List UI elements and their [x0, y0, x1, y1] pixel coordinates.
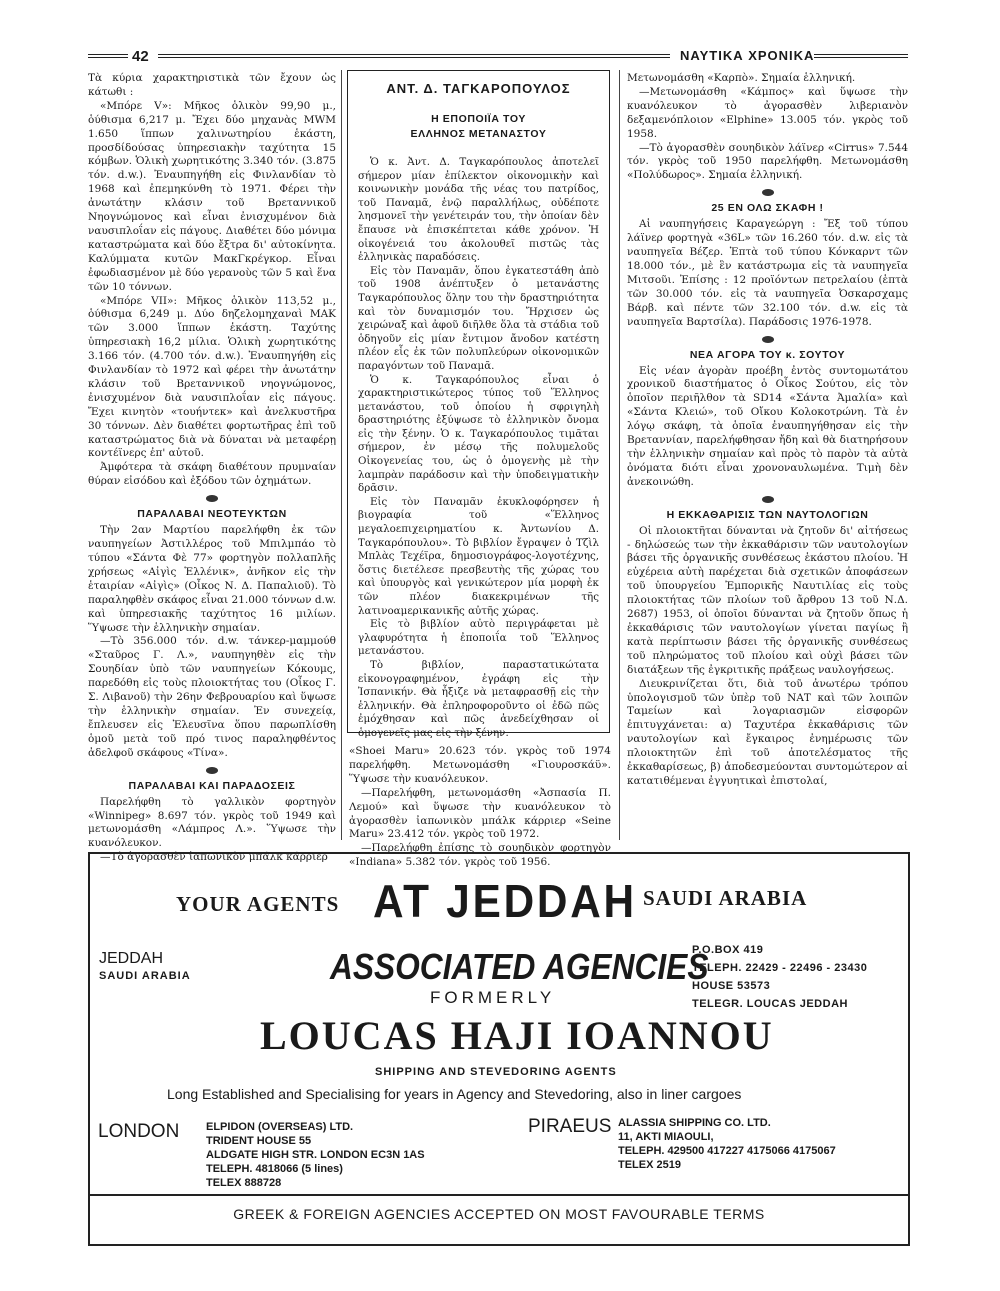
paragraph: Ὁ κ. Ἀντ. Δ. Ταγκαρόπουλος ἀποτελεῖ σήμερον μίαν ἐπίλεκτον οἰκονομικὴν καὶ κοινωνικὴν μονάδα τῆς νέας του πατρίδος, τοῦ Παναμᾶ, ἐνῷ παραλλήλως, οὐδέποτε λησμονεῖ τὴν γενέτειράν του, τὴν ὁποίαν δὲν ἔπαυσε νὰ ἐπισκέπτεται κάθε χρόνον. Ἡ οἰκογένειά του ἀκολουθεῖ πιστῶς τὰς ἑλληνικὰς παραδόσεις.: [358, 156, 599, 264]
ad-london-city: LONDON: [98, 1121, 180, 1142]
header-rule-left: [88, 54, 128, 58]
ad-services: SHIPPING AND STEVEDORING AGENTS: [375, 1066, 617, 1078]
section-heading: Η ΕΚΚΑΘΑΡΙΣΙΣ ΤΩΝ ΝΑΥΤΟΛΟΓΙΩΝ: [666, 508, 869, 521]
article-subtitle: [358, 112, 599, 142]
section-heading: ΝΕΑ ΑΓΟΡΑ ΤΟΥ κ. ΣΟΥΤΟΥ: [689, 348, 846, 361]
paragraph: Τὰ κύρια χαρακτηριστικὰ τῶν ἔχουν ὡς κάτωθι :: [88, 72, 336, 98]
paragraph: —Τὸ 356.000 τόν. d.w. τάνκερ-μαμμούθ «Σταῦρος Γ. Λ.», ναυπηγηθὲν εἰς τὴν Σουηδίαν ὑπὸ τῶν ναυπηγείων Κόκουμς, παρεδόθη εἰς τοὺς πλοιοκτήτας του (Οἶκος Γ. Σ. Λιβανοῦ) τὴν 26ην Φεβρουαρίου καὶ ὕψωσε τὴν ἑλληνικὴν σημαίαν. Ἐν συνεχείᾳ, ἔπλευσεν εἰς Ἐλευσῖνα ὅπου παρωπλίσθη ὁμοῦ μετὰ τοῦ πρό τινος παραληφθέντος ἀδελφοῦ σκάφους «Τίνα».: [88, 635, 336, 759]
ad-address-line: ALASSIA SHIPPING CO. LTD.: [618, 1117, 771, 1129]
paragraph: Εἰς τὸν Παναμᾶν, ὅπου ἐγκατεστάθη ἀπὸ τοῦ 1908 ἀνέπτυξεν ὁ μετανάστης Ταγκαρόπουλος ὅλην του τὴν δραστηριότητα καὶ τὸν δυναμισμόν του. Ἤρχισεν ὡς χειρώναξ καὶ ἀφοῦ διῆλθε ὅλα τὰ στάδια τοῦ ὁδηγοῦν εἰς μίαν ἔντιμον ἄνοδον κατέστη πλέον εἷς ἐκ τῶν πολυπλεύρων οἰκονομικῶν παραγόντων τοῦ Παναμᾶ.: [358, 264, 599, 372]
paragraph: Διευκρινίζεται ὅτι, διὰ τοῦ ἀνωτέρω τρόπου ὑπολογισμοῦ τῶν ὑπὲρ τοῦ ΝΑΤ καὶ τῶν λοιπῶν Ταμείων καὶ λογαριασμῶν εἰσφορῶν ἐπιτυγχάνεται: α) Ταχυτέρα ἐκκαθάρισις τῶν ναυτολογίων καὶ ἔγκαιρος ἐνημέρωσις τῶν πλοιοκτητῶν ἐπὶ τοῦ ἀποτελέσματος τῆς ἐκκαθαρίσεως, β) ἀποδεσμεύονται συντομώτερον αἱ κατατιθέμεναι ἐγγυητικαὶ ἐπιστολαί,: [627, 677, 908, 787]
section-bullet: [206, 767, 218, 774]
column-left: [88, 72, 336, 865]
ad-address-line: 11, AKTI MIAOULI,: [618, 1131, 714, 1143]
paragraph: —Παρελήφθη, μετωνομάσθη «Ἀσπασία Π. Λεμού» καὶ ὕψωσε τὴν κυανόλευκον τὸ ἀγορασθὲν ἰαπωνικὸν μπάλκ κάρριερ «Seine Maru» 23.412 τόν. γκρὸς τοῦ 1972.: [349, 786, 611, 841]
article-subtitle-line: Η ΕΠΟΠΟΙΪΑ ΤΟΥ: [431, 113, 526, 125]
ad-telegram: TELEGR. LOUCAS JEDDAH: [692, 998, 848, 1010]
section-heading: ΠΑΡΑΛΑΒΑΙ ΝΕΟΤΕΥΚΤΩΝ: [137, 508, 287, 521]
page-number: 42: [132, 48, 149, 65]
paragraph: «Μπόρε V»: Μῆκος ὁλικὸν 99,90 μ., ὁύθισμα 6,217 μ. Ἔχει δύο μηχανὰς MWM 1.650 ἵππων χαλινωτηρίου ἑκάστη, προσδίδούσας ὑπηρεσιακὴν ταχύτητα 15 κόμβων. Ὁλικὴ χωρητικότης 3.340 τόν. (3.875 τόν. d.w.). Ἐναυπηγήθη εἰς Φινλανδίαν τὸ 1968 καὶ ἐπεμηκύνθη τὸ 1971. Φέρει τὴν ἀνωτάτην κλάσιν τοῦ Βρεταννικοῦ Νηογνώμονος καὶ εἶναι ἐνισχυμένον διὰ ναυσιπλοΐαν εἰς πάγους. Διαθέτει δύο μόνιμα καταστρώματα καὶ δύο ἔξτρα δι' αὐτοκίνητα. Καλύμματα κυτῶν ΜακΓκρέγκορ. Εἶναι ἐφωδιασμένον μὲ δύο γερανοὺς τῶν 5 καὶ ἕνα τῶν 10 τόννων.: [88, 99, 336, 293]
ad-at-jeddah: AT JEDDAH: [373, 875, 637, 927]
paragraph: —Παρελήφθη ἐπίσης τὸ σουηδικὸν φορτηγὸν «Indiana» 5.382 τόν. γκρὸς τοῦ 1956.: [349, 842, 611, 869]
ad-piraeus-city: PIRAEUS: [528, 1116, 612, 1137]
ad-former-name: LOUCAS HAJI IOANNOU: [260, 1013, 774, 1058]
ad-address-line: ELPIDON (OVERSEAS) LTD.: [206, 1121, 354, 1133]
paragraph: Ὁ κ. Ταγκαρόπουλος εἶναι ὁ χαρακτηριστικώτερος τύπος τοῦ Ἕλληνος μετανάστου, τοῦ ὁποίου ἡ σφριγηλὴ δραστηριότης ἐξύψωσε τὸ ἑλληνικὸν ὄνομα εἰς τὴν ξένην. Ὁ κ. Ταγκαρόπουλος τιμᾶται σήμερον, ἐν μέσῳ τῆς πολυμελοῦς Οἰκογενείας του, ὡς ὁ ὁμογενὴς μὲ τὴν λαμπρὰν παράδοσιν καὶ τὴν ὑποδειγματικὴν δρᾶσιν.: [358, 373, 599, 495]
article-body: [358, 156, 599, 741]
header-rule-middle: [158, 54, 670, 58]
ad-address-line: TELEPH. 429500 417227 4175066 4175067: [618, 1145, 836, 1157]
section-bullet: [206, 495, 218, 502]
ad-address-line: TRIDENT HOUSE 55: [206, 1135, 312, 1147]
section-bullet: [762, 189, 774, 196]
section-bullet: [762, 336, 774, 343]
article-subtitle-line: ΕΛΛΗΝΟΣ ΜΕΤΑΝΑΣΤΟΥ: [410, 128, 547, 140]
ad-house: HOUSE 53573: [692, 980, 771, 992]
ad-company-name: ASSOCIATED AGENCIES: [330, 946, 709, 987]
ad-address-line: TELEX 888728: [206, 1177, 282, 1189]
boxed-article: [347, 70, 610, 739]
paragraph: Μετωνομάσθη «Καρπὸ». Σημαία ἑλληνική.: [627, 72, 856, 84]
ad-your-agents: YOUR AGENTS: [176, 892, 340, 916]
ad-divider: [90, 1194, 908, 1196]
column-divider: [619, 70, 620, 840]
paragraph: Οἱ πλοιοκτῆται δύνανται νὰ ζητοῦν δι' αἰτήσεως - δηλώσεώς των τὴν ἐκκαθάρισιν τῶν ναυτολογίων βάσει τῆς ὀργανικῆς συνθέσεως ἑκάστου πλοίου. Ἡ εὐχέρεια αὐτὴ παρέχεται διὰ σχετικῶν ἀποφάσεων τοῦ ὑπουργείου Ἐμπορικῆς Ναυτιλίας εἰς τοὺς πλοιοκτήτας τῶν πλοίων τοῦ ἄρθρου 13 τοῦ Ν.Δ. 2687) 1953, οἱ ὁποῖοι δύνανται νὰ ζητοῦν ὅπως ἡ ἐκκαθάρισις τῶν ναυτολογίων γίνεται παγίως ἢ κατὰ περίπτωσιν βάσει τῆς ὀργανικῆς συνθέσεως τοῦ πληρώματος τοῦ πλοίου καὶ οὐχὶ βάσει τῶν διατάξεων τῆς ἐγκριτικῆς πράξεως ναυλογήσεως.: [627, 524, 908, 676]
ad-saudi-arabia: SAUDI ARABIA: [643, 886, 808, 910]
ad-footer: GREEK & FOREIGN AGENCIES ACCEPTED ON MOST FAVOURABLE TERMS: [233, 1206, 765, 1222]
paragraph: Τὸ βιβλίον, παραστατικώτατα εἰκονογραφημένον, ἐγράφη εἰς τὴν Ἰσπανικήν. Θὰ ἦξιζε νὰ μεταφρασθῇ εἰς τὴν ἑλληνικήν. Θὰ ἐπληροφοροῦντο οἱ ἐδῶ πῶς ἐμόχθησαν καὶ πῶς ἀνεδείχθησαν οἱ ὁμογενεῖς μας εἰς τὴν ξένην.: [358, 658, 599, 739]
paragraph: Ἀμφότερα τὰ σκάφη διαθέτουν πρυμναίαν θύραν εἰσόδου καὶ ἐξόδου τῶν ὀχημάτων.: [88, 461, 336, 488]
paragraph: Εἰς τὸν Παναμᾶν ἐκυκλοφόρησεν ἡ βιογραφία τοῦ «Ἕλληνος μεγαλοεπιχειρηματίου κ. Ἀντωνίου Δ. Ταγκαρόπουλου». Τὸ βιβλίον ἔγραψεν ὁ Τζὶλ Μπλὰς Τεχέϊρα, δημοσιογράφος-λογοτέχνης, ὅστις διετέλεσε πρεσβευτὴς τῆς χώρας του καὶ ὑπουργὸς καὶ γενικώτερον μία μορφὴ ἐκ τῶν πλέον διακεκριμένων τῆς λατινοαμερικανικῆς αὐτῆς χώρας.: [358, 495, 599, 617]
paragraph: —Τὸ ἀγορασθὲν σουηδικὸν λάϊνερ «Cirrus» 7.544 τόν. γκρὸς τοῦ 1950 παρελήφθη. Μετωνομάσθη «Πολύδωρος». Σημαία ἑλληνική.: [627, 141, 908, 182]
ad-address-line: TELEPH. 4818066 (5 lines): [206, 1163, 343, 1175]
paragraph: Αἱ ναυπηγήσεις Καραγεώργη : Ἔξ τοῦ τύπου λάϊνερ φορτηγὰ «36L» τῶν 16.260 τόν. d.w. εἰς τὰ ναυπηγεῖα Βέζερ. Ἑπτὰ τοῦ τύπου Κόνκαρντ τῶν 18.000 τόν., μὲ ἓν κατάστρωμα εἰς τὰ ναυπηγεῖα Μιτσοῦι. Ἐπίσης : 12 προϊόντων πετρελαίου (ἑπτὰ τῶν 30.000 τόν. εἰς τὰ ναυπηγεῖα Ὀσκαρσχαμς Βάρβ. καὶ πέντε τῶν 32.100 τόν. d.w. εἰς τὰ ναυπηγεῖα Βαρτσίλα). Παράδοσις 1976-1978.: [627, 218, 908, 328]
ad-po-box: P.O.BOX 419: [692, 944, 764, 956]
section-heading: ΠΑΡΑΛΑΒΑΙ ΚΑΙ ΠΑΡΑΔΟΣΕΙΣ: [128, 779, 296, 792]
header-rule-right: [814, 54, 908, 58]
article-title: ΑΝΤ. Δ. ΤΑΓΚΑΡΟΠΟΥΛΟΣ: [386, 81, 571, 96]
column-divider: [341, 70, 342, 840]
paragraph: Εἰς νέαν ἀγορὰν προέβη ἐντὸς συντομωτάτου χρονικοῦ διαστήματος ὁ Οἶκος Σούτου, εἰς τὸν ὁποῖον περιῆλθον τὰ SD14 «Σάντα Ἀμαλία» καὶ «Σάντα Κλειώ», τοῦ Οἴκου Κολοκοτρώνη. Τὰ ἐν λόγῳ σκάφη, τὰ ὁποῖα ἐναυπηγήθησαν εἰς τὴν Βρεταννίαν, παρελήφθησαν ἤδη καὶ θὰ διατηρήσουν τὴν ἑλληνικὴν σημαίαν καὶ πρὸς τὸ παρὸν τὰ αὐτὰ ὀνόματα διότι εἶναι χρονοναυλωμένα. Τιμὴ δὲν ἀνεκοινώθη.: [627, 364, 908, 488]
paragraph: Εἰς τὸ βιβλίον αὐτὸ περιγράφεται μὲ γλαφυρότητα ἡ ἐποποιΐα τοῦ Ἕλληνος μετανάστου.: [358, 618, 599, 658]
paragraph: «Μπόρε VII»: Μῆκος ὁλικὸν 113,52 μ., ὁύθισμα 6,249 μ. Δύο δηζελομηχαναὶ MAK τῶν 3.000 ἵππων ἑκάστη. Ταχύτης ὑπηρεσιακὴ 16,2 μίλια. Ὁλικὴ χωρητικότης 3.166 τόν. (4.700 τόν. d.w.). Ἐναυπηγήθη εἰς Φινλανδίαν τὸ 1972 καὶ φέρει τὴν ἀνωτάτην κλάσιν τοῦ Βρεταννικοῦ νηογνώμονος, ἐνισχυμένον διὰ ναυσιπλοΐαν εἰς πάγους. Ἔχει κινητὸν «τουήντεκ» καὶ ἀνελκυστῆρα 30 τόννων. Δὲν διαθέτει φορτωτῆρας ἐπὶ τοῦ καταστρώματος διὰ νὰ δύναται νὰ μεταφέρῃ κοντέϊνερς ἐπ' αὐτοῦ.: [88, 294, 336, 460]
paragraph: «Shoei Maru» 20.623 τόν. γκρὸς τοῦ 1974 παρελήφθη. Μετωνομάσθη «Γιουροσκάϋ». Ὕψωσε τὴν κυανόλευκον.: [349, 745, 611, 785]
ad-formerly: FORMERLY: [430, 988, 556, 1007]
column-right: [627, 72, 908, 789]
ad-london-address: [206, 1120, 425, 1190]
ad-address-line: TELEX 2519: [618, 1159, 681, 1171]
jeddah-agency-advertisement: [88, 852, 910, 1246]
ad-piraeus-address: [618, 1116, 836, 1172]
ad-telephone: TELEPH. 22429 - 22496 - 23430: [692, 962, 868, 974]
ad-address-line: ALDGATE HIGH STR. LONDON EC3N 1AS: [206, 1149, 425, 1161]
section-bullet: [762, 496, 774, 503]
ad-left-country: SAUDI ARABIA: [99, 970, 191, 982]
paragraph: Παρελήφθη τὸ γαλλικὸν φορτηγὸν «Winnipeg» 8.697 τόν. γκρὸς τοῦ 1949 καὶ μετωνομάσθη «Λάμπρος Λ.». Ὕψωσε τὴν κυανόλευκον.: [88, 795, 336, 850]
ad-left-city: JEDDAH: [99, 950, 164, 967]
section-heading: 25 ΕΝ ΟΛΩ ΣΚΑΦΗ !: [711, 202, 824, 215]
page-header: [88, 46, 908, 68]
paragraph: Τὴν 2αν Μαρτίου παρελήφθη ἐκ τῶν ναυπηγείων Ἀστιλλέρος τοῦ Μπιλμπάο τὸ τύπου «Σάντα Φὲ 77» φορτηγὸν πολλαπλῆς χρήσεως «Αἰγὶς Ἑλλένικ», ἀνῆκον εἰς τὴν ἑταιρίαν «Αἰγὶς» (Οἶκος Ν. Δ. Παπαλιοῦ). Τὸ παραληφθὲν σκάφος εἶναι 21.000 τόννων d.w. καὶ ὑπηρεσιακῆς ταχύτητος 16 μιλίων. Ὕψωσε τὴν ἑλληνικὴν σημαίαν.: [88, 524, 336, 634]
paragraph: —Μετωνομάσθη «Κάμπος» καὶ ὕψωσε τὴν κυανόλευκον τὸ ἀγορασθὲν λιβεριανὸν δεξαμενόπλοιον «Elphine» 13.005 τόν. γκρὸς τοῦ 1958.: [627, 85, 908, 140]
journal-title: ΝΑΥΤΙΚΑ ΧΡΟΝΙΚΑ: [680, 48, 815, 63]
paragraph: —Τὸ ἀγορασθὲν ἰαπωνικὸν μπάλκ κάρριερ: [100, 851, 328, 864]
ad-tagline: Long Established and Specialising for years in Agency and Stevedoring, also in liner cargoes: [167, 1086, 742, 1102]
